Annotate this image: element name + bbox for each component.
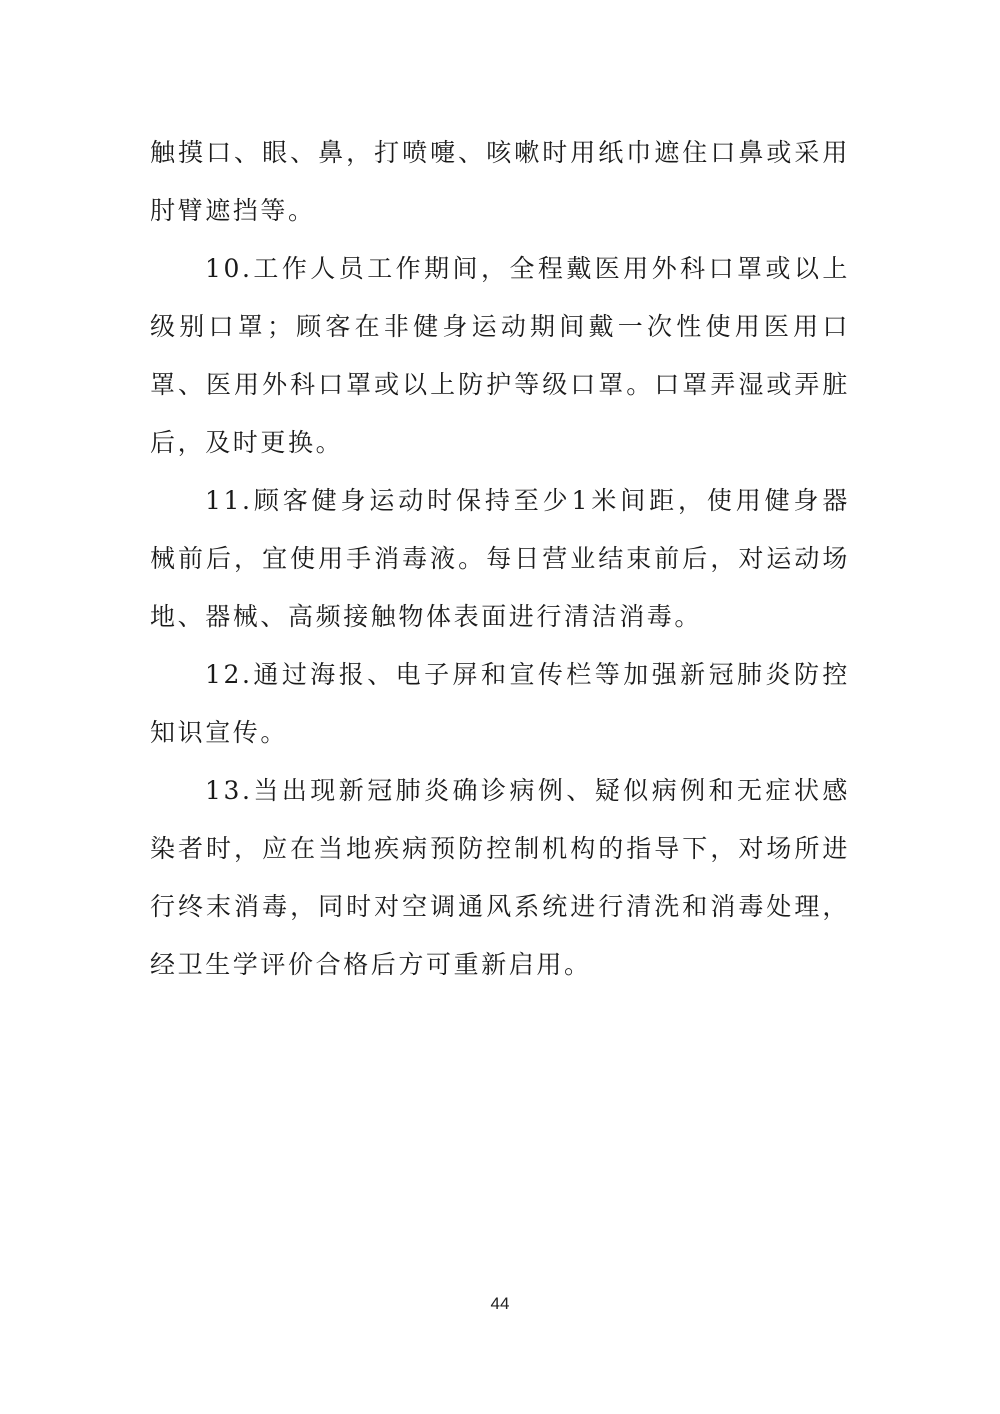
- paragraph-item-11: 11.顾客健身运动时保持至少1米间距，使用健身器械前后，宜使用手消毒液。每日营业结束前后，对运动场地、器械、高频接触物体表面进行清洁消毒。: [150, 486, 850, 631]
- paragraph-item-12: 12.通过海报、电子屏和宣传栏等加强新冠肺炎防控知识宣传。: [150, 660, 850, 747]
- paragraph-continued: 触摸口、眼、鼻，打喷嚏、咳嗽时用纸巾遮住口鼻或采用肘臂遮挡等。: [150, 138, 850, 225]
- paragraph-item-13: 13.当出现新冠肺炎确诊病例、疑似病例和无症状感染者时，应在当地疾病预防控制机构的指导下，对场所进行终末消毒，同时对空调通风系统进行清洗和消毒处理，经卫生学评价合格后方可重新启用。: [150, 776, 850, 979]
- body-text: [150, 124, 850, 994]
- page-number: 44: [490, 1294, 510, 1313]
- paragraph-item-10: 10.工作人员工作期间，全程戴医用外科口罩或以上级别口罩；顾客在非健身运动期间戴一次性使用医用口罩、医用外科口罩或以上防护等级口罩。口罩弄湿或弄脏后，及时更换。: [150, 254, 850, 457]
